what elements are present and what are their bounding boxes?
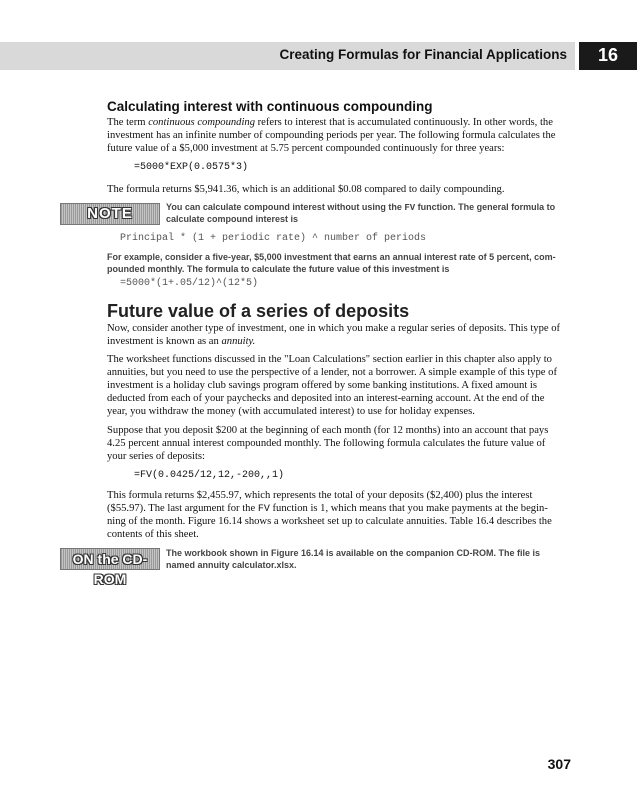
- section-heading-future-value: Future value of a series of deposits: [107, 301, 410, 321]
- text-run: function is 1, which means that you make payments at the begin-: [269, 503, 548, 514]
- italic-term: continuous compounding: [148, 117, 255, 128]
- paragraph-line: Now, consider another type of investment, one in which you make a regular series of deposits. This type of: [107, 323, 561, 334]
- page-number: 307: [547, 756, 571, 772]
- note-line: pounded monthly. The formula to calculate the future value of this investment is: [107, 264, 450, 274]
- paragraph-line: investment has an infinite number of compounding periods per year. The following formula calculates the: [107, 130, 556, 141]
- paragraph-line: [107, 116, 553, 129]
- paragraph-line: investment is a holiday club savings program offered by some banking institutions. A fixed amount is: [107, 380, 537, 391]
- paragraph-line: deducted from each of your paychecks and deposited into an interest-earning account. At the end of the: [107, 393, 545, 404]
- cdrom-line: The workbook shown in Figure 16.14 is available on the companion CD-ROM. The file is: [166, 548, 541, 558]
- inline-code: FV: [257, 504, 270, 515]
- text-run: You can calculate compound interest without using the: [166, 202, 405, 212]
- chapter-title: Creating Formulas for Financial Applications: [279, 47, 567, 62]
- chapter-number: 16: [597, 45, 619, 65]
- text-run: refers to interest that is accumulated continuously. In other words, the: [255, 117, 553, 128]
- italic-term: annuity.: [221, 336, 256, 347]
- cdrom-badge: ON the CD-ROM: [60, 548, 160, 570]
- paragraph-line: year, you withdraw the money (with accumulated interest) to use for holiday expenses.: [107, 406, 475, 417]
- paragraph-line: your series of deposits:: [107, 451, 205, 462]
- paragraph-line: 4.25 percent annual interest compounded monthly. The following formula calculates the future value of: [107, 438, 546, 449]
- paragraph-line: contents of this sheet.: [107, 529, 199, 540]
- text-run: investment is known as an: [107, 336, 222, 347]
- paragraph-line: annuities, but you need to use the perspective of a lender, not a borrower. A simple example of this type of: [107, 367, 557, 378]
- text-run: ($55.97). The last argument for the: [107, 503, 258, 514]
- paragraph-line: [107, 335, 255, 348]
- section-heading-continuous: Calculating interest with continuous compounding: [107, 99, 433, 114]
- note-line: calculate compound interest is: [166, 214, 299, 224]
- paragraph-line: ning of the month. Figure 16.14 shows a worksheet set up to calculate annuities. Table 16.4 describes the: [107, 516, 552, 527]
- note-badge: NOTE: [60, 203, 160, 225]
- inline-code: FV: [404, 203, 416, 213]
- cdrom-line: named annuity calculator.xlsx.: [166, 560, 297, 570]
- paragraph-line: [107, 502, 548, 516]
- paragraph-line: The worksheet functions discussed in the "Loan Calculations" section earlier in this chapter also apply to: [107, 354, 552, 365]
- note-example-formula: =5000*(1+.05/12)^(12*5): [120, 278, 259, 289]
- text-run: The term: [107, 117, 149, 128]
- formula-continuous: =5000*EXP(0.0575*3): [134, 162, 249, 173]
- note-general-formula: Principal * (1 + periodic rate) ^ number of periods: [120, 233, 427, 244]
- text-run: function. The general formula to: [415, 202, 556, 212]
- paragraph-line: Suppose that you deposit $200 at the beginning of each month (for 12 months) into an account that pays: [107, 425, 549, 436]
- paragraph-line: The formula returns $5,941.36, which is an additional $0.08 compared to daily compounding.: [107, 184, 505, 195]
- note-line: For example, consider a five-year, $5,000 investment that earns an annual interest rate of 5 percent, com-: [107, 252, 556, 262]
- formula-fv: =FV(0.0425/12,12,-200,,1): [134, 470, 285, 481]
- paragraph-line: This formula returns $2,455.97, which represents the total of your deposits ($2,400) plus the interest: [107, 490, 533, 501]
- paragraph-line: future value of a $5,000 investment at 5.75 percent compounded continuously for three years:: [107, 143, 505, 154]
- running-header: [0, 42, 637, 70]
